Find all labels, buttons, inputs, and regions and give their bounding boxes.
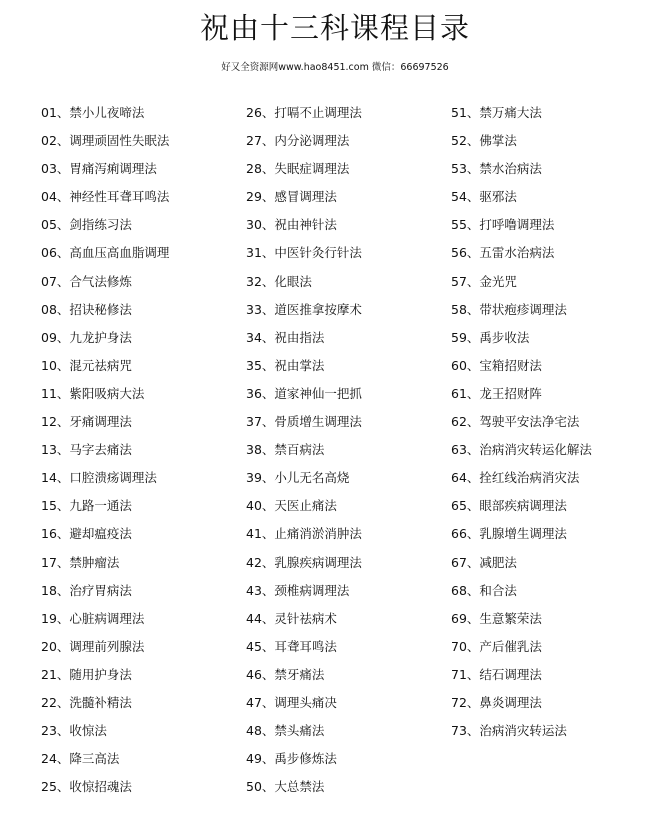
catalog-entry: 71、结石调理法 <box>451 666 542 682</box>
catalog-entry: 34、祝由指法 <box>246 329 325 345</box>
catalog-entry: 11、紫阳吸病大法 <box>41 385 145 401</box>
catalog-entry: 15、九路一通法 <box>41 498 132 514</box>
catalog-entry: 42、乳腺疾病调理法 <box>246 554 362 570</box>
catalog-entry: 55、打呼噜调理法 <box>451 217 555 233</box>
catalog-entry: 05、剑指练习法 <box>41 217 132 233</box>
catalog-entry: 47、调理头痛决 <box>246 694 337 710</box>
catalog-entry: 50、大总禁法 <box>246 779 325 795</box>
catalog-entry: 30、祝由神针法 <box>246 217 337 233</box>
catalog-entry: 53、禁水治病法 <box>451 161 542 177</box>
catalog-entry: 40、天医止痛法 <box>246 498 337 514</box>
catalog-entry: 45、耳聋耳鸣法 <box>246 638 337 654</box>
catalog-entry: 72、鼻炎调理法 <box>451 694 542 710</box>
catalog-entry: 63、治病消灾转运化解法 <box>451 442 592 458</box>
catalog-entry: 62、驾驶平安法净宅法 <box>451 414 580 430</box>
catalog-entry: 56、五雷水治病法 <box>451 245 555 261</box>
catalog-entry: 67、减肥法 <box>451 554 517 570</box>
catalog-entry: 48、禁头痛法 <box>246 723 325 739</box>
catalog-entry: 57、金光咒 <box>451 273 517 289</box>
catalog-entry: 02、调理顽固性失眠法 <box>41 133 170 149</box>
catalog-entry: 21、随用护身法 <box>41 666 132 682</box>
catalog-entry: 35、祝由掌法 <box>246 357 325 373</box>
catalog-entry: 51、禁万痛大法 <box>451 105 542 120</box>
catalog-entry: 27、内分泌调理法 <box>246 133 350 149</box>
document-title: 祝由十三科课程目录 <box>199 11 470 45</box>
catalog-entry: 13、马字去痛法 <box>41 442 132 458</box>
catalog-entry: 49、禹步修炼法 <box>246 751 337 767</box>
catalog-entry: 70、产后催乳法 <box>451 638 542 654</box>
catalog-entry: 22、洗髓补精法 <box>41 694 132 710</box>
catalog-column-1 <box>41 102 169 804</box>
catalog-entry: 18、治疗胃病法 <box>41 582 132 598</box>
catalog-entry: 14、口腔溃疡调理法 <box>41 470 157 486</box>
catalog-entry: 26、打嗝不止调理法 <box>246 105 362 120</box>
catalog-entry: 12、牙痛调理法 <box>41 414 132 430</box>
catalog-entry: 38、禁百病法 <box>246 442 325 458</box>
catalog-entry: 58、带状疱疹调理法 <box>451 301 567 317</box>
catalog-entry: 54、驱邪法 <box>451 189 517 205</box>
course-catalog <box>0 102 670 812</box>
catalog-entry: 61、龙王招财阵 <box>451 385 542 401</box>
catalog-entry: 60、宝箱招财法 <box>451 357 542 373</box>
catalog-entry: 01、禁小儿夜啼法 <box>41 105 145 120</box>
catalog-entry: 41、止痛消淤消肿法 <box>246 526 362 542</box>
catalog-entry: 04、神经性耳聋耳鸣法 <box>41 189 170 205</box>
catalog-entry: 31、中医针灸行针法 <box>246 245 362 261</box>
catalog-entry: 20、调理前列腺法 <box>41 638 145 654</box>
catalog-entry: 06、高血压高血脂调理 <box>41 245 170 261</box>
catalog-entry: 32、化眼法 <box>246 273 312 289</box>
catalog-entry: 24、降三高法 <box>41 751 120 767</box>
catalog-entry: 16、避却瘟疫法 <box>41 526 132 542</box>
catalog-entry: 69、生意繁荣法 <box>451 610 542 626</box>
catalog-entry: 59、禹步收法 <box>451 329 530 345</box>
catalog-entry: 36、道家神仙一把抓 <box>246 385 362 401</box>
catalog-entry: 17、禁肿瘤法 <box>41 554 120 570</box>
document-subtitle: 好又全资源网www.hao8451.com 微信：66697526 <box>221 62 449 73</box>
catalog-entry: 10、混元祛病咒 <box>41 357 132 373</box>
catalog-entry: 33、道医推拿按摩术 <box>246 301 362 317</box>
catalog-entry: 73、治病消灾转运法 <box>451 723 567 739</box>
catalog-entry: 64、拴红线治病消灾法 <box>451 470 580 486</box>
catalog-entry: 19、心脏病调理法 <box>41 610 145 626</box>
catalog-entry: 08、招诀秘修法 <box>41 301 132 317</box>
catalog-entry: 03、胃痛泻痢调理法 <box>41 161 157 177</box>
catalog-column-3 <box>451 102 592 748</box>
catalog-entry: 44、灵针祛病术 <box>246 610 337 626</box>
catalog-entry: 52、佛掌法 <box>451 133 517 149</box>
catalog-column-2 <box>246 102 362 804</box>
catalog-entry: 28、失眠症调理法 <box>246 161 350 177</box>
catalog-entry: 66、乳腺增生调理法 <box>451 526 567 542</box>
catalog-entry: 07、合气法修炼 <box>41 273 132 289</box>
catalog-entry: 29、感冒调理法 <box>246 189 337 205</box>
catalog-entry: 65、眼部疾病调理法 <box>451 498 567 514</box>
catalog-entry: 68、和合法 <box>451 582 517 598</box>
catalog-entry: 09、九龙护身法 <box>41 329 132 345</box>
catalog-entry: 37、骨质增生调理法 <box>246 414 362 430</box>
catalog-entry: 23、收惊法 <box>41 723 107 739</box>
catalog-entry: 25、收惊招魂法 <box>41 779 132 795</box>
catalog-entry: 46、禁牙痛法 <box>246 666 325 682</box>
catalog-entry: 39、小儿无名高烧 <box>246 470 350 486</box>
catalog-entry: 43、颈椎病调理法 <box>246 582 350 598</box>
